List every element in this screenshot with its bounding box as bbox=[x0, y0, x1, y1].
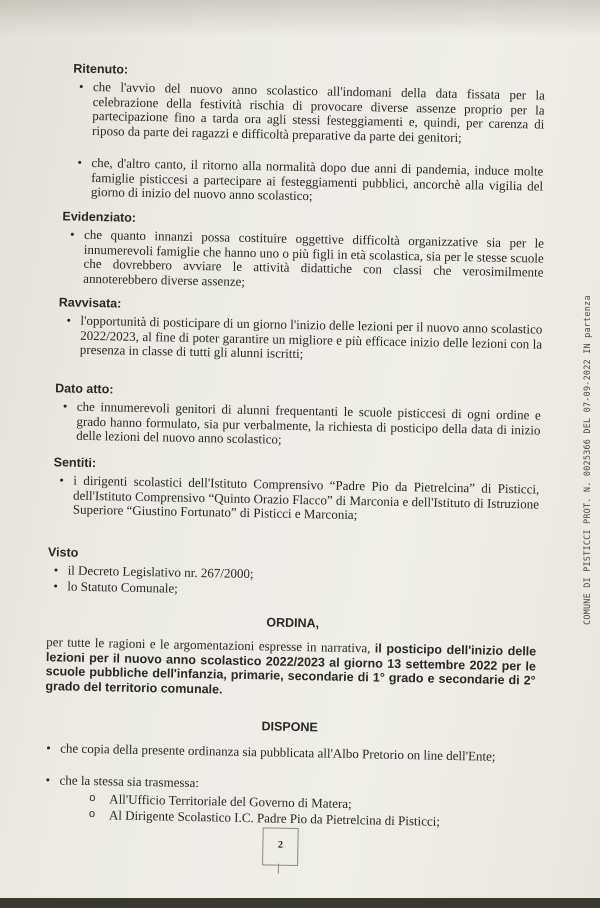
section-title-sentiti: Sentiti: bbox=[53, 455, 97, 471]
section-title-visto: Visto bbox=[47, 545, 79, 560]
heading-ordina: ORDINA, bbox=[266, 615, 320, 631]
list-item: • che innumerevoli genitori di alunni frequentanti le scuole pisticcesi di ogni ordine e grado hanno formulato, sia pur verbalmente, la richiesta di posticipo della data di inizio delle lezioni del nuovo anno scolastico; bbox=[76, 400, 541, 452]
ordina-text-bold: il posticipo dell'inizio delle lezioni per il nuovo anno scolastico 2022/2023 al giorno 13 settembre 2022 per le scuole pubbliche dell'infanzia, primarie, secondarie di 1° grado e secondarie di 2° grado del territorio comunale. bbox=[45, 641, 537, 697]
list-item: • i dirigenti scolastici dell'Istituto Comprensivo “Padre Pio da Pietrelcina” di Pisticci, dell'Istituto Comprensivo “Quinto Orazio Flacco” di Marconia e dell'Istituto di Istruzione Superiore “Giustino Fortunato” di Pisticci e Marconia; bbox=[73, 474, 540, 526]
sub-list-item: o Al Dirigente Scolastico I.C. Padre Pio da Pietrelcina di Pisticci; bbox=[109, 808, 529, 831]
section-title-ritenuto: Ritenuto: bbox=[73, 61, 129, 77]
list-item: • che la stessa sia trasmessa: bbox=[59, 773, 529, 797]
page-number: 2 bbox=[277, 839, 284, 851]
list-item: • che copia della presente ordinanza sia pubblicata all'Albo Pretorio on line dell'Ente; bbox=[60, 741, 530, 765]
protocol-stamp: COMUNE DI PISTICCI PROT. N. 0025366 DEL 07-09-2022 IN partenza bbox=[583, 295, 593, 625]
section-title-ravvisata: Ravvisata: bbox=[58, 295, 122, 311]
list-item: • che, d'altro canto, il ritorno alla normalità dopo due anni di pandemia, induce molte famiglie pisticcesi a partecipare ai festeggiamenti pubblici, ancorchè alla vigilia del giorno di inizio del nuovo anno scolastico; bbox=[91, 156, 544, 208]
page-number-tick bbox=[278, 864, 279, 874]
section-title-evidenziato: Evidenziato: bbox=[62, 209, 137, 225]
list-item: • lo Statuto Comunale; bbox=[67, 580, 467, 602]
heading-dispone: DISPONE bbox=[261, 719, 318, 735]
ordina-text-intro: per tutte le ragioni e le argomentazioni espresse in narrativa, bbox=[46, 634, 371, 656]
section-title-dato-atto: Dato atto: bbox=[55, 381, 114, 397]
sub-list-item: o All'Ufficio Territoriale del Governo di Matera; bbox=[109, 792, 529, 815]
page-number-box bbox=[262, 827, 299, 866]
ordina-paragraph bbox=[45, 635, 536, 702]
list-item: • il Decreto Legislativo nr. 267/2000; bbox=[67, 564, 467, 586]
list-item: • l'opportunità di posticipare di un giorno l'inizio delle lezioni per il nuovo anno scolastico 2022/2023, al fine di poter garantire un migliore e più efficace inizio delle lezioni con la presenza in classe di tutti gli alunni iscritti; bbox=[80, 314, 543, 366]
list-item: • che l'avvio del nuovo anno scolastico all'indomani della data fissata per la celebrazione della festività rischia di provocare diverse assenze proprio per la partecipazione fino a tarda ora agli stessi festeggiamenti e, quindi, per carenza di riposo da parte dei ragazzi e difficoltà preparative da parte dei genitori; bbox=[92, 80, 545, 147]
list-item: • che quanto innanzi possa costituire oggettive difficoltà organizzative sia per le innumerevoli famiglie che hanno uno o più figli in età scolastica, sia per le stesse scuole che dovrebbero avviare le attività didattiche con classi che verosimilmente annoterebbero diverse assenze; bbox=[83, 228, 544, 295]
